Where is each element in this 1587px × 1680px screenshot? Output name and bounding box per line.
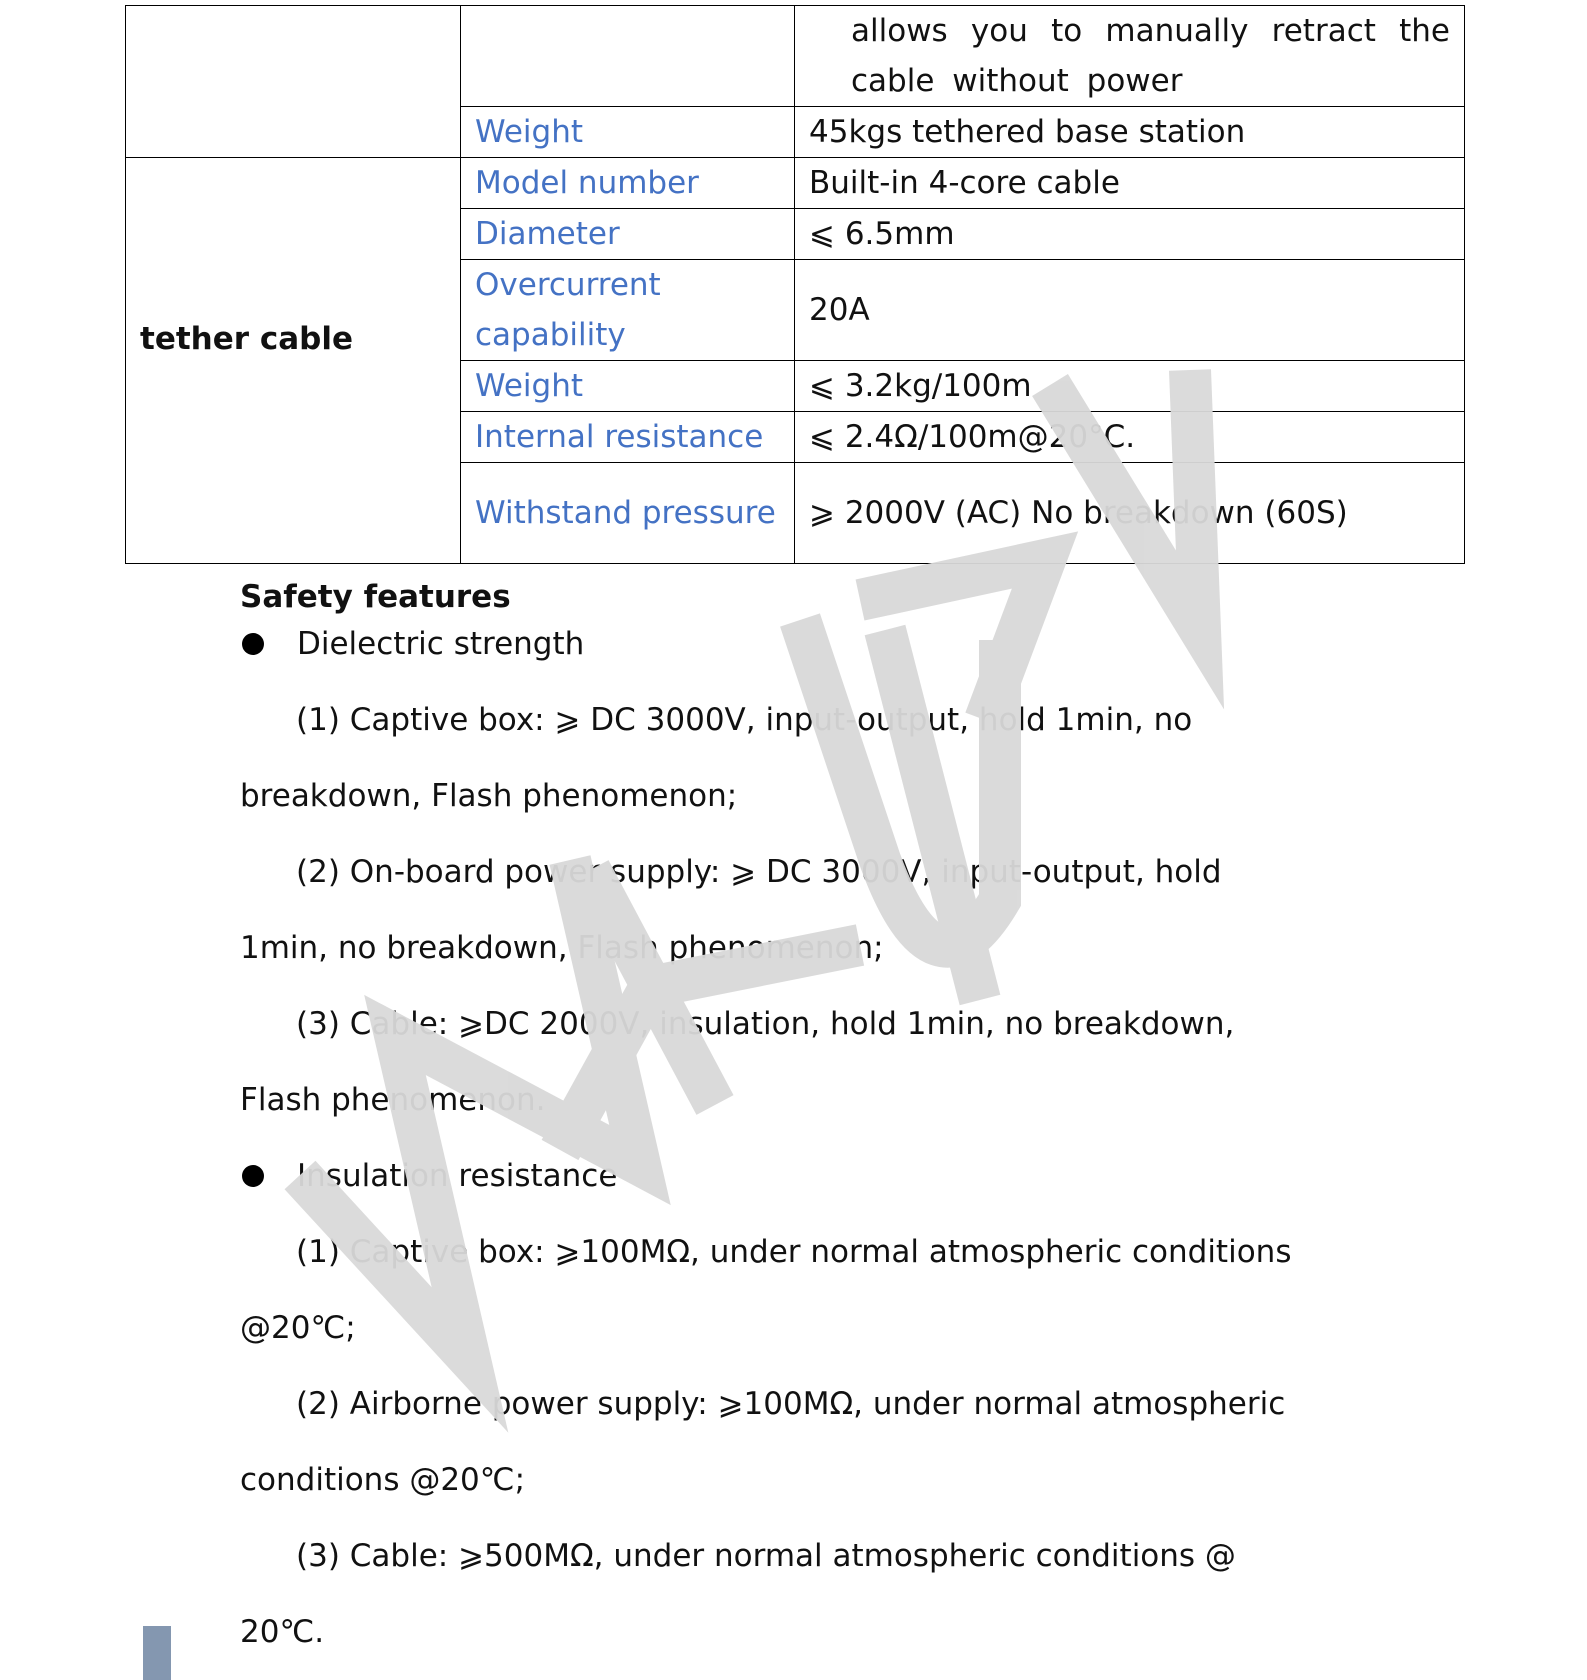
param-cell: Withstand pressure	[461, 463, 795, 564]
param-cell	[461, 6, 795, 107]
paragraph-line: (2) On-board power supply: ⩾ DC 3000V, input-output, hold	[296, 854, 1222, 890]
value-cell: Built-in 4-core cable	[795, 158, 1465, 209]
bullet-icon	[242, 1165, 264, 1187]
param-cell: Diameter	[461, 209, 795, 260]
paragraph-line: @20℃;	[240, 1310, 356, 1346]
bullet-dielectric-strength	[240, 622, 584, 666]
paragraph-line: Flash phenomenon.	[240, 1082, 546, 1118]
value-cell: ⩽ 3.2kg/100m	[795, 361, 1465, 412]
table-row	[126, 6, 1465, 107]
param-cell: Weight	[461, 361, 795, 412]
paragraph-line: breakdown, Flash phenomenon;	[240, 778, 738, 814]
value-cell: ⩽ 6.5mm	[795, 209, 1465, 260]
group-cell-tether-cable	[126, 158, 461, 564]
bullet-icon	[242, 633, 264, 655]
bullet-insulation-resistance	[240, 1154, 617, 1198]
value-cell: 20A	[795, 260, 1465, 361]
paragraph-line: (3) Cable: ⩾DC 2000V, insulation, hold 1min, no breakdown,	[296, 1006, 1235, 1042]
value-cell: ⩾ 2000V (AC) No breakdown (60S)	[795, 463, 1465, 564]
paragraph-line: 20℃.	[240, 1614, 325, 1650]
group-cell-empty	[126, 6, 461, 158]
spec-table	[125, 5, 1465, 564]
table-row	[126, 158, 1465, 209]
paragraph-line: (1) Captive box: ⩾ DC 3000V, input-output, hold 1min, no	[296, 702, 1193, 738]
paragraph-line: (3) Cable: ⩾500MΩ, under normal atmospheric conditions @	[296, 1538, 1236, 1574]
param-cell: Weight	[461, 107, 795, 158]
bullet-label: Insulation resistance	[297, 1158, 618, 1194]
paragraph-line: conditions @20℃;	[240, 1462, 526, 1498]
paragraph-line: (1) Captive box: ⩾100MΩ, under normal atmospheric conditions	[296, 1234, 1292, 1270]
param-cell: Model number	[461, 158, 795, 209]
bullet-label: Dielectric strength	[297, 626, 585, 662]
value-cell: ⩽ 2.4Ω/100m@20°C.	[795, 412, 1465, 463]
group-label: tether cable	[140, 320, 353, 357]
section-title-safety: Safety features	[240, 579, 511, 615]
value-cell: allows you to manually retract the cable without power	[795, 6, 1465, 107]
param-cell: Internal resistance	[461, 412, 795, 463]
param-cell: Overcurrent capability	[461, 260, 795, 361]
paragraph-line: (2) Airborne power supply: ⩾100MΩ, under normal atmospheric	[296, 1386, 1286, 1422]
paragraph-line: 1min, no breakdown, Flash phenomenon;	[240, 930, 884, 966]
value-cell: 45kgs tethered base station	[795, 107, 1465, 158]
page-margin-bar	[143, 1626, 171, 1680]
